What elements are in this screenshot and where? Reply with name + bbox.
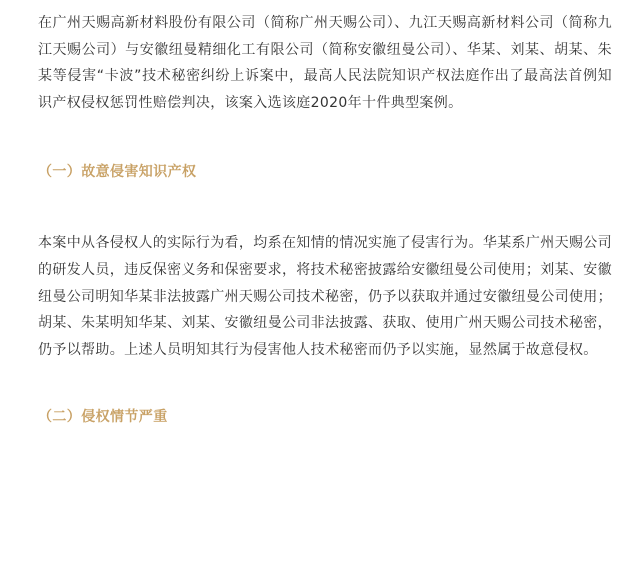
section-paragraph-intentional-infringement: 本案中从各侵权人的实际行为看，均系在知情的情况实施了侵害行为。华某系广州天赐公司的研发人员，违反保密义务和保密要求，将技术秘密披露给安徽纽曼公司使用；刘某、安徽纽曼公司明知华某非法披露广州天赐公司技术秘密，仍予以获取并通过安徽纽曼公司使用；胡某、朱某明知华某、刘某、安徽纽曼公司非法披露、获取、使用广州天赐公司技术秘密，仍予以帮助。上述人员明知其行为侵害他人技术秘密而仍予以实施，显然属于故意侵权。 [38,235,612,358]
article-body [38,10,612,429]
section-heading-serious-circumstances: （二）侵权情节严重 [38,409,168,426]
section-heading-intentional-infringement: （一）故意侵害知识产权 [38,164,197,181]
intro-paragraph: 在广州天赐高新材料股份有限公司（简称广州天赐公司）、九江天赐高新材料公司（简称九江天赐公司）与安徽纽曼精细化工有限公司（简称安徽纽曼公司）、华某、刘某、胡某、朱某等侵害“卡波”技术秘密纠纷上诉案中，最高人民法院知识产权法庭作出了最高法首例知识产权侵权惩罚性赔偿判决，该案入选该庭2020年十件典型案例。 [38,15,612,111]
